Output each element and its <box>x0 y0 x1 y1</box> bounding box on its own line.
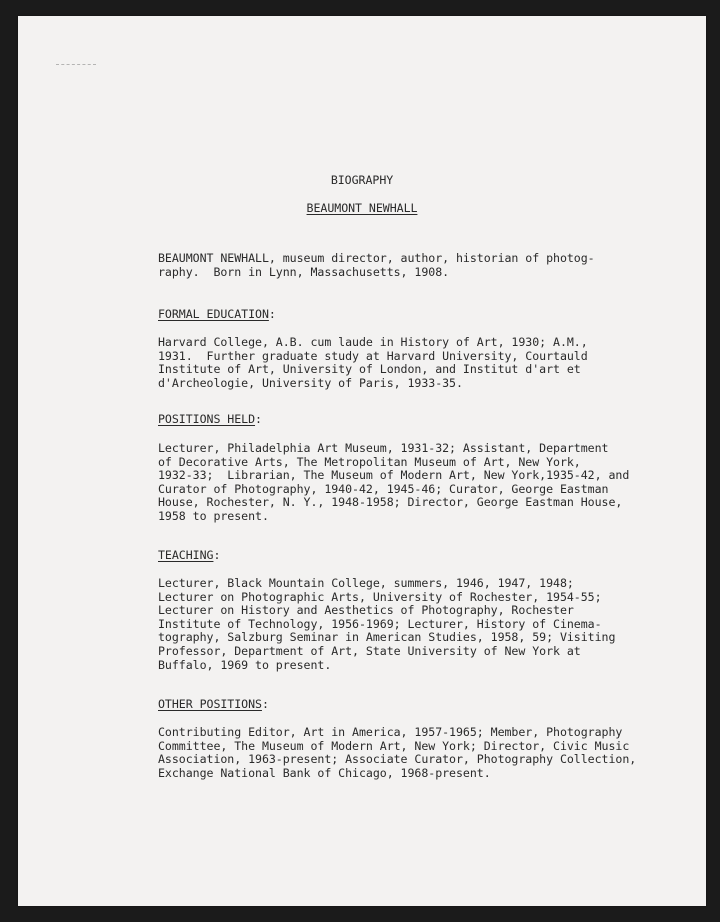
text-line: Lecturer on Photographic Arts, University of Rochester, 1954-55; <box>158 589 602 604</box>
text-line: BEAUMONT NEWHALL, museum director, author, historian of photog- <box>158 251 595 265</box>
text-line: House, Rochester, N. Y., 1948-1958; Director, George Eastman House, <box>158 495 623 510</box>
text-line: 1958 to present. <box>158 508 269 523</box>
text-line: raphy. Born in Lynn, Massachusetts, 1908. <box>158 264 450 279</box>
section-body-formal-education <box>158 336 648 390</box>
stray-pencil-mark <box>56 64 96 66</box>
text-line: Curator of Photography, 1940-42, 1945-46; Curator, George Eastman <box>158 481 609 496</box>
text-line: Lecturer, Black Mountain College, summers, 1946, 1947, 1948; <box>158 576 574 590</box>
text-line: Association, 1963-present; Associate Curator, Photography Collection, <box>158 752 637 767</box>
section-heading-formal-education: FORMAL EDUCATION: <box>158 307 276 321</box>
document-subject: BEAUMONT NEWHALL <box>306 201 418 215</box>
document-title: BIOGRAPHY <box>330 173 394 187</box>
document-page <box>18 16 706 906</box>
intro-paragraph <box>158 252 648 279</box>
section-body-positions-held <box>158 442 648 524</box>
section-body-other-positions <box>158 726 648 780</box>
text-line: Institute of Art, University of London, and Institut d'art et <box>158 362 581 377</box>
text-line: Exchange National Bank of Chicago, 1968-present. <box>158 765 491 780</box>
text-line: tography, Salzburg Seminar in American Studies, 1958, 59; Visiting <box>158 630 616 645</box>
text-line: Institute of Technology, 1956-1969; Lecturer, History of Cinema- <box>158 616 602 631</box>
section-heading-teaching: TEACHING: <box>158 548 221 562</box>
text-line: 1931. Further graduate study at Harvard University, Courtauld <box>158 348 588 363</box>
section-heading-other-positions: OTHER POSITIONS: <box>158 697 269 711</box>
section-body-teaching <box>158 577 648 672</box>
text-line: Buffalo, 1969 to present. <box>158 657 332 672</box>
text-line: Contributing Editor, Art in America, 1957-1965; Member, Photography <box>158 725 623 739</box>
section-heading-positions-held: POSITIONS HELD: <box>158 412 262 426</box>
text-line: 1932-33; Librarian, The Museum of Modern Art, New York,1935-42, and <box>158 468 630 483</box>
text-line: Lecturer on History and Aesthetics of Photography, Rochester <box>158 603 574 618</box>
text-line: Lecturer, Philadelphia Art Museum, 1931-32; Assistant, Department <box>158 441 609 455</box>
text-line: of Decorative Arts, The Metropolitan Museum of Art, New York, <box>158 454 581 469</box>
text-line: d'Archeologie, University of Paris, 1933-35. <box>158 375 463 390</box>
text-line: Committee, The Museum of Modern Art, New York; Director, Civic Music <box>158 738 630 753</box>
text-line: Harvard College, A.B. cum laude in History of Art, 1930; A.M., <box>158 335 588 349</box>
text-line: Professor, Department of Art, State University of New York at <box>158 643 581 658</box>
